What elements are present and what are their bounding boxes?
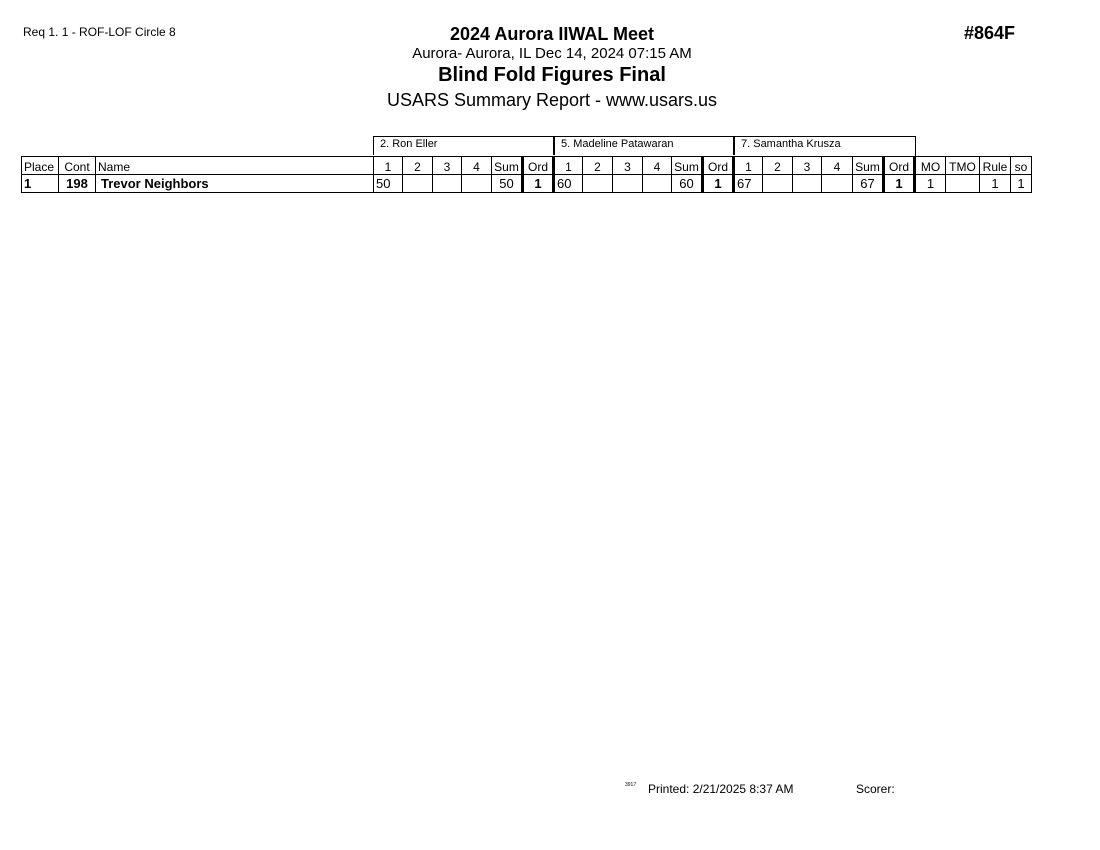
results-table bbox=[21, 156, 1032, 193]
cell-j3-fig4 bbox=[822, 175, 853, 193]
cell-j2-ord: 1 bbox=[703, 175, 734, 193]
table-row bbox=[22, 175, 1032, 193]
cell-j2-fig4 bbox=[643, 175, 672, 193]
col-place: Place bbox=[22, 157, 59, 175]
col-mo: MO bbox=[915, 157, 946, 175]
cell-j3-fig3 bbox=[793, 175, 822, 193]
footer-mark: 3917 bbox=[625, 782, 637, 788]
cell-rule: 1 bbox=[980, 175, 1011, 193]
col-j3-fig2: 2 bbox=[763, 157, 793, 175]
col-j2-sum: Sum bbox=[672, 157, 703, 175]
col-j3-fig4: 4 bbox=[822, 157, 853, 175]
cell-j3-fig2 bbox=[763, 175, 793, 193]
col-j1-fig2: 2 bbox=[403, 157, 433, 175]
col-j3-fig1: 1 bbox=[734, 157, 763, 175]
col-j1-fig3: 3 bbox=[433, 157, 462, 175]
meet-title: 2024 Aurora IIWAL Meet bbox=[449, 24, 655, 44]
cell-j1-ord: 1 bbox=[523, 175, 554, 193]
cell-j1-fig3 bbox=[433, 175, 462, 193]
judge-header-3: 7. Samantha Krusza bbox=[734, 136, 916, 155]
col-j3-fig3: 3 bbox=[793, 157, 822, 175]
cell-j3-ord: 1 bbox=[884, 175, 915, 193]
col-j3-ord: Ord bbox=[884, 157, 915, 175]
cell-place: 1 bbox=[22, 175, 59, 193]
cell-j1-fig2 bbox=[403, 175, 433, 193]
cell-tmo bbox=[946, 175, 980, 193]
event-title: Blind Fold Figures Final bbox=[438, 64, 666, 86]
cell-j1-sum: 50 bbox=[492, 175, 523, 193]
cell-j2-fig3 bbox=[613, 175, 643, 193]
col-j3-sum: Sum bbox=[853, 157, 884, 175]
col-name: Name bbox=[96, 157, 374, 175]
col-j2-fig1: 1 bbox=[554, 157, 583, 175]
meet-location: Aurora- Aurora, IL Dec 14, 2024 07:15 AM bbox=[412, 45, 692, 62]
col-j2-fig4: 4 bbox=[643, 157, 672, 175]
cell-j2-fig2 bbox=[583, 175, 613, 193]
col-j1-sum: Sum bbox=[492, 157, 523, 175]
cell-mo: 1 bbox=[915, 175, 946, 193]
cell-j1-fig1: 50 bbox=[374, 175, 403, 193]
req-label: Req 1. 1 - ROF-LOF Circle 8 bbox=[23, 25, 176, 39]
scorer-label: Scorer: bbox=[856, 782, 895, 796]
report-title: USARS Summary Report - www.usars.us bbox=[386, 90, 718, 110]
printed-timestamp: Printed: 2/21/2025 8:37 AM bbox=[648, 782, 794, 796]
cell-j3-fig1: 67 bbox=[734, 175, 763, 193]
cell-name: Trevor Neighbors bbox=[96, 175, 374, 193]
judge-header-2: 5. Madeline Patawaran bbox=[554, 136, 734, 155]
col-j2-fig2: 2 bbox=[583, 157, 613, 175]
col-so: so bbox=[1011, 157, 1032, 175]
cell-j2-sum: 60 bbox=[672, 175, 703, 193]
judge-header-divider bbox=[915, 136, 916, 156]
table-header-row bbox=[22, 157, 1032, 175]
cell-so: 1 bbox=[1011, 175, 1032, 193]
cell-j3-sum: 67 bbox=[853, 175, 884, 193]
col-tmo: TMO bbox=[946, 157, 980, 175]
col-j1-fig1: 1 bbox=[374, 157, 403, 175]
cell-cont: 198 bbox=[59, 175, 96, 193]
cell-j2-fig1: 60 bbox=[554, 175, 583, 193]
col-j2-ord: Ord bbox=[703, 157, 734, 175]
cell-j1-fig4 bbox=[462, 175, 492, 193]
judge-header-1: 2. Ron Eller bbox=[373, 136, 554, 155]
col-j1-ord: Ord bbox=[523, 157, 554, 175]
col-rule: Rule bbox=[980, 157, 1011, 175]
col-j1-fig4: 4 bbox=[462, 157, 492, 175]
report-code: #864F bbox=[964, 23, 1016, 43]
col-j2-fig3: 3 bbox=[613, 157, 643, 175]
col-cont: Cont bbox=[59, 157, 96, 175]
